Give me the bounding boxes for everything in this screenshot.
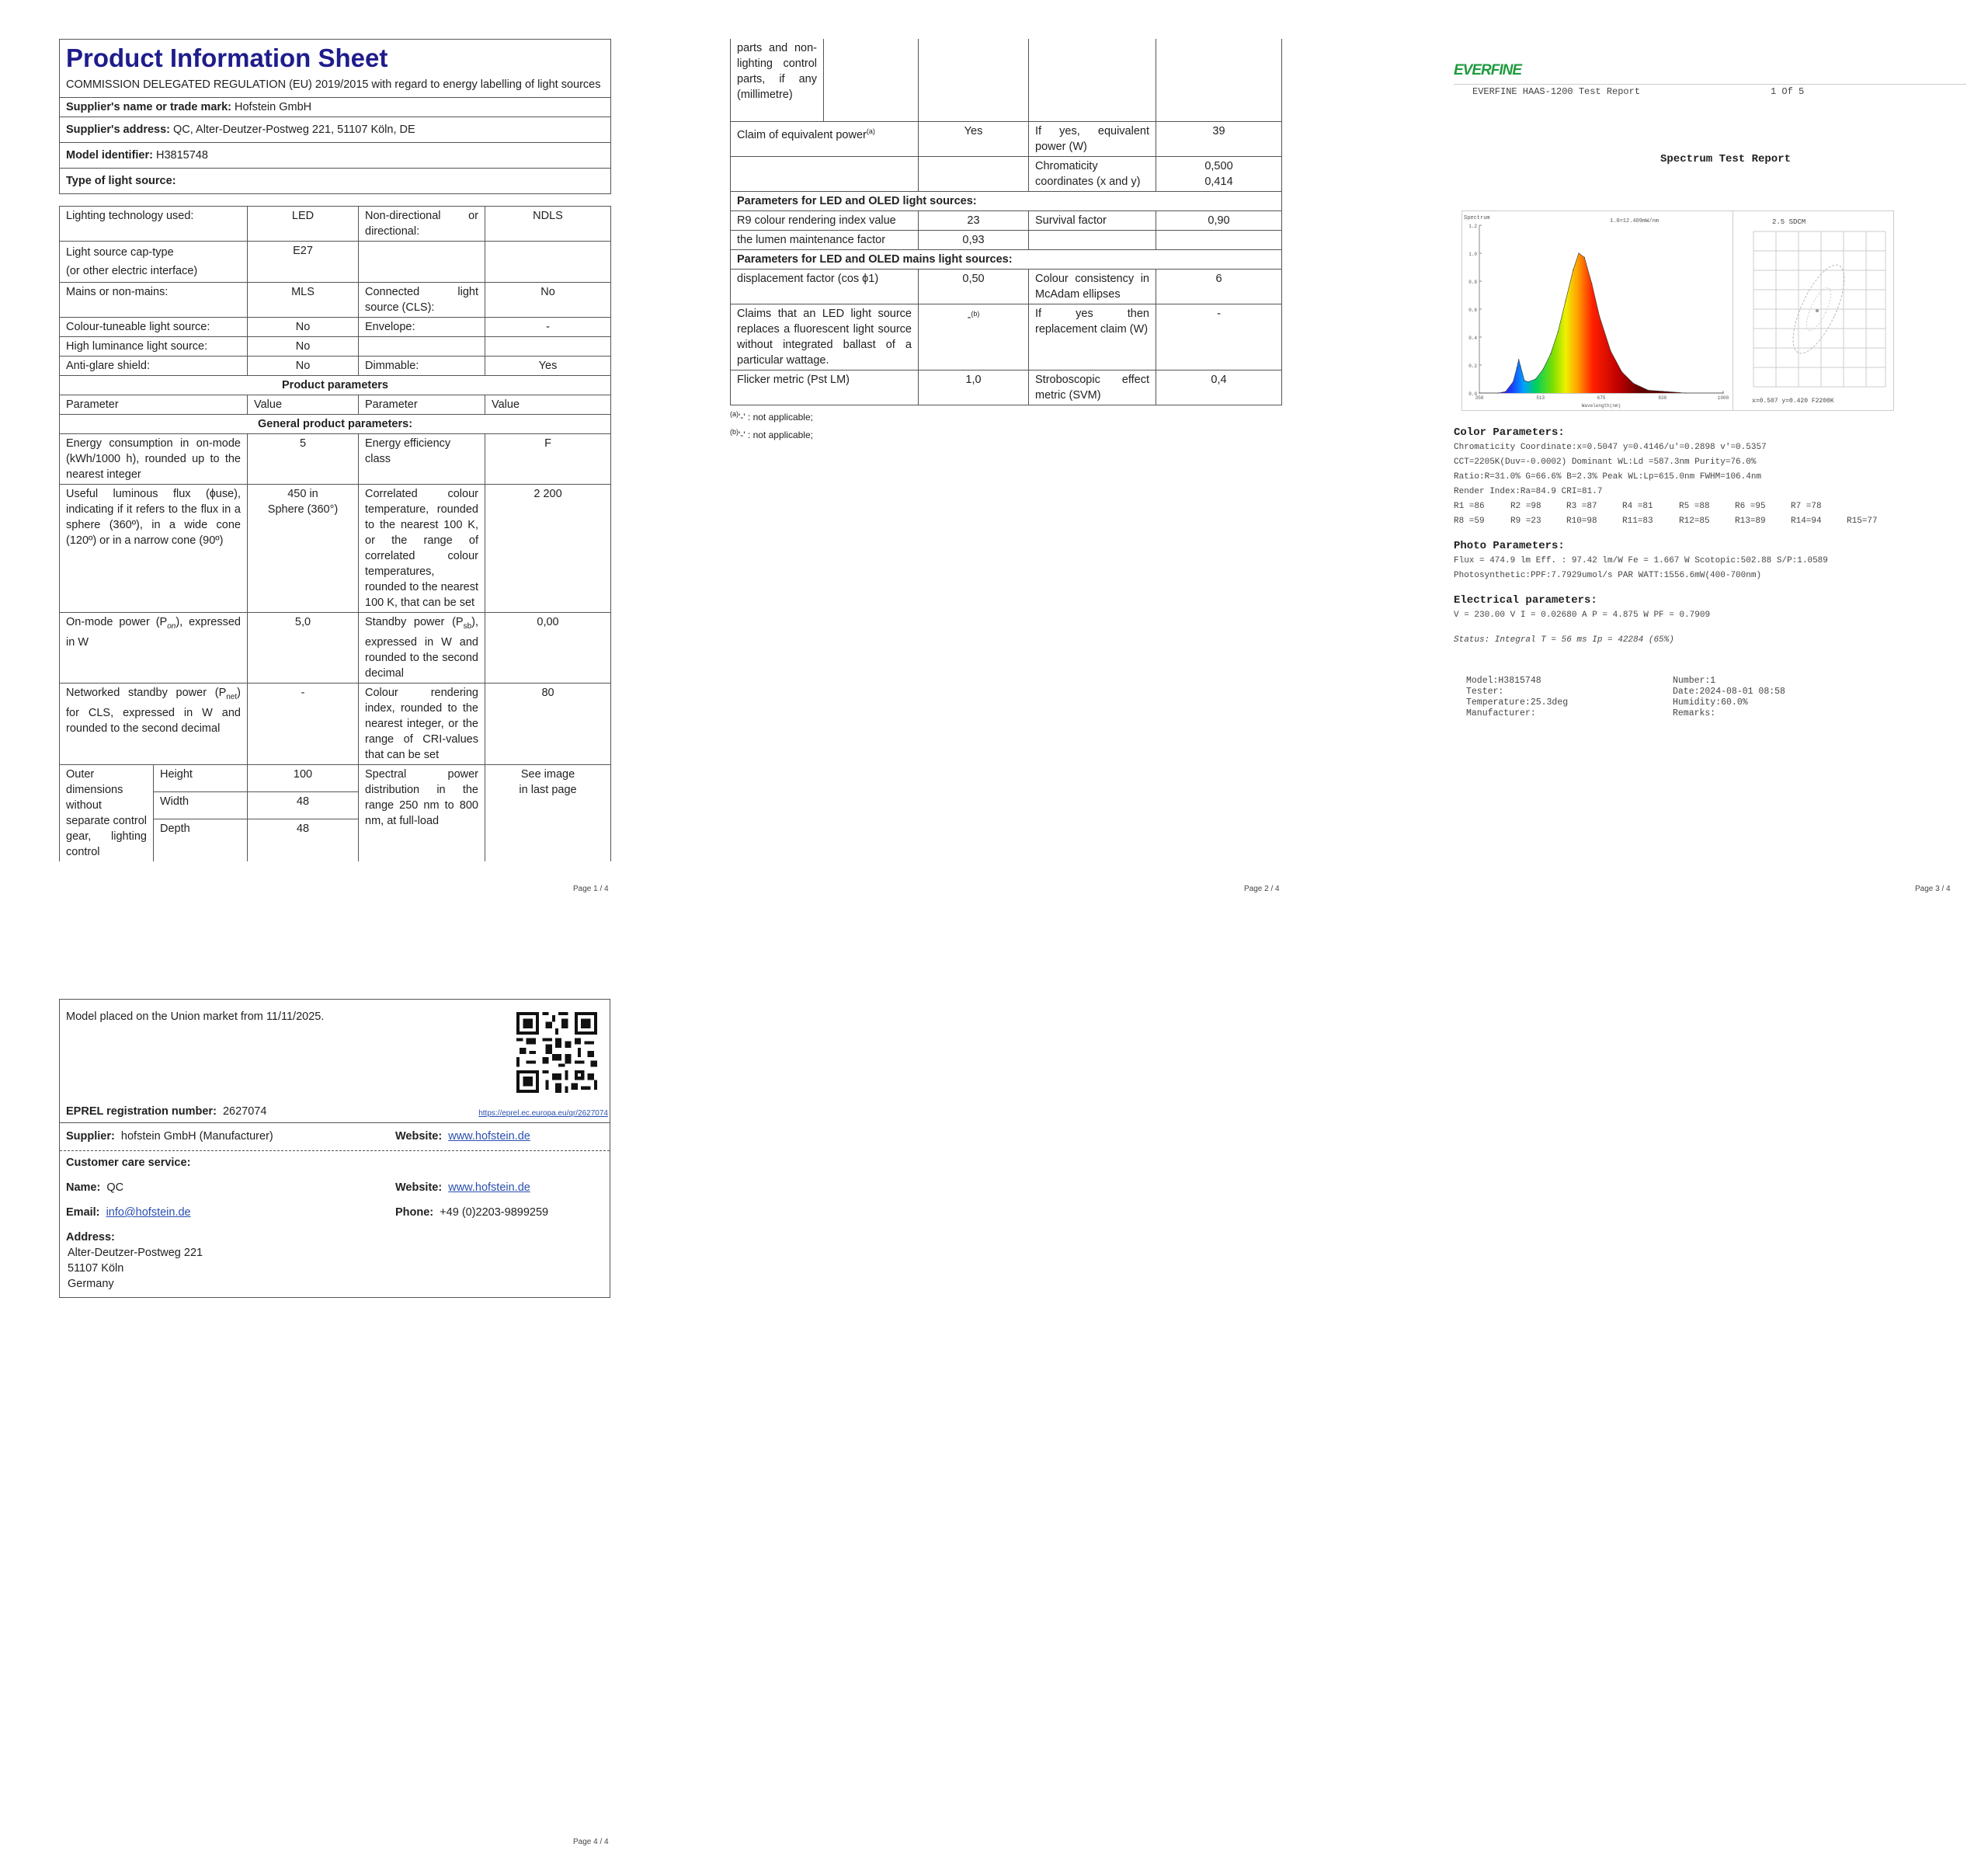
cri-label: Colour rendering index, rounded to the nearest integer, or the range of CRI-values that can be set [359,683,485,764]
flux-label: Useful luminous flux (ɸuse), indicating if it refers to the flux in a sphere (360º), in a wide cone (120º) or in a narrow cone (90º) [60,485,248,613]
x-tick-label: 1000 [1717,395,1729,401]
displacement-value: 0,50 [919,270,1029,304]
r9-value: 23 [919,211,1029,231]
market-date: Model placed on the Union market from 11/11/2025. [66,1011,325,1023]
report-page-count: 1 Of 5 [1771,86,1805,97]
product-info-table [59,39,611,861]
name-value: QC [106,1181,124,1194]
onmode-sub: on [167,621,176,631]
height-value: 100 [248,764,359,791]
chromaticity-x: 0,500 [1204,160,1233,172]
col-parameter: Parameter [60,395,248,415]
energy-label: Energy consumption in on-mode (kWh/1000 h), rounded up to the nearest integer [60,434,248,485]
standby-sub: sb [463,621,472,631]
high-luminance-value: No [248,337,359,357]
footnotes [730,407,1281,443]
info-temperature: Temperature:25.3deg [1466,697,1569,708]
efficiency-label: Energy efficiency class [359,434,485,485]
directional-value: NDLS [485,207,611,242]
customer-care-label: Customer care service: [66,1157,191,1169]
outer-dim-label: Outer dimensions without separate control gear, lighting control [60,764,154,861]
x-tick-label: 350 [1475,395,1484,401]
model-value: H3815748 [156,149,208,162]
onmode-label-b: ), expressed in W [66,616,241,649]
r9-label: R9 colour rendering index value [731,211,919,231]
cie-diagram [1733,210,1894,411]
lighting-tech-label: Lighting technology used: [60,207,248,242]
type-label: Type of light source: [60,169,611,194]
stroboscopic-value: 0,4 [1156,370,1282,405]
consistency-value: 6 [1156,270,1282,304]
info-date: Date:2024-08-01 08:58 [1673,687,1785,697]
y-tick-label: 0.2 [1468,364,1477,369]
note-a-sup: (a) [730,410,739,418]
website-link[interactable]: www.hofstein.de [448,1130,530,1143]
anti-glare-value: No [248,357,359,376]
note-b: '-' : not applicable; [739,430,813,440]
led-params-table [730,39,1282,405]
anti-glare-label: Anti-glare shield: [60,357,248,376]
y-tick-label: 1.2 [1468,224,1477,229]
info-humidity: Humidity:60.0% [1673,697,1748,708]
product-params-heading: Product parameters [60,376,611,395]
width-value: 48 [248,791,359,819]
r-value: R1 =86 [1454,502,1485,511]
displacement-label: displacement factor (cos ϕ1) [731,270,919,304]
sheet-title: Product Information Sheet [66,43,388,72]
y-tick-label: 0.0 [1468,391,1477,397]
spectrum-point [1518,359,1519,360]
mains-label: Mains or non-mains: [60,283,248,318]
y-tick-label: 1.0 [1468,252,1477,257]
r-value: R14=94 [1791,517,1822,526]
cri-value: 80 [485,683,611,764]
spectral-label: Spectral power distribution in the range 250 nm to 800 nm, at full-load [359,764,485,861]
report-header: EVERFINE HAAS-1200 Test Report [1472,86,1641,97]
supplier-label: Supplier's name or trade mark: [66,101,231,113]
consistency-label: Colour consistency in McAdam ellipses [1029,270,1156,304]
spectrum-point [1633,383,1634,384]
r-value: R6 =95 [1735,502,1766,511]
y-tick-label: 0.8 [1468,280,1477,285]
r-value: R2 =98 [1510,502,1541,511]
r-value: R9 =23 [1510,517,1541,526]
cap-label: Light source cap-type [66,246,174,259]
spectrum-point [1543,369,1544,370]
r-values-row-1 [1454,499,1966,514]
spectrum-point [1578,252,1579,253]
color-line-4: Render Index:Ra=84.9 CRI=81.7 [1454,487,1603,496]
col-value-2: Value [485,395,611,415]
colour-tuneable-value: No [248,318,359,337]
eprel-value: 2627074 [222,1105,267,1118]
address-label: Supplier's address: [66,123,170,136]
eprel-label: EPREL registration number: [66,1105,217,1118]
cie-point [1816,309,1819,312]
eprel-link[interactable]: https://eprel.ec.europa.eu/qr/2627074 [478,1109,608,1118]
address-line-2: 51107 Köln [68,1262,124,1275]
photo-line-2: Photosynthetic:PPF:7.7929umol/s PAR WATT:1556.6mW(400-700nm) [1454,571,1762,580]
info-model: Model:H3815748 [1466,676,1541,686]
x-axis-label: Wavelength(nm) [1581,403,1621,409]
r-value: R13=89 [1735,517,1766,526]
fluorescent-claim-label: Claims that an LED light source replaces a fluorescent light source without integrated ballast of a particular wattage. [731,304,919,370]
r-value: R15=77 [1847,517,1878,526]
address-value: QC, Alter-Deutzer-Postweg 221, 51107 Köln, DE [173,123,415,136]
address-label-4: Address: [66,1231,115,1244]
r-values-row-2 [1454,514,1966,529]
energy-value: 5 [248,434,359,485]
replacement-label: If yes then replacement claim (W) [1029,304,1156,370]
page-3 [1454,62,1966,719]
led-params-heading: Parameters for LED and OLED light sources: [731,192,1282,211]
email-label: Email: [66,1206,100,1219]
cct-label: Correlated colour temperature, rounded to the nearest 100 K, or the range of correlated colour temperatures, rounded to the nearest 100 K, that can be set [359,485,485,613]
info-tester: Tester: [1466,687,1504,697]
info-number: Number:1 [1673,676,1716,686]
general-params-heading: General product parameters: [60,415,611,434]
claim-sup: (a) [866,127,875,135]
x-tick-label: 838 [1658,395,1667,401]
stroboscopic-label: Stroboscopic effect metric (SVM) [1029,370,1156,405]
equiv-power-label: If yes, equivalent power (W) [1029,122,1156,157]
y-axis-label: Spectrum [1464,215,1490,221]
photo-line-1: Flux = 474.9 lm Eff. : 97.42 lm/W Fe = 1.667 W Scotopic:502.88 S/P:1.0589 [1454,556,1828,565]
spectrum-point [1685,392,1686,393]
page-number-3: Page 3 / 4 [1915,885,1951,893]
elec-line: V = 230.00 V I = 0.02680 A P = 4.875 W PF = 0.7909 [1454,611,1711,620]
height-label: Height [154,764,248,791]
phone-value: +49 (0)2203-9899259 [440,1206,549,1219]
chromaticity-label: Chromaticity coordinates (x and y) [1029,157,1156,192]
info-remarks: Remarks: [1673,708,1716,718]
onmode-value: 5,0 [248,613,359,684]
spectrum-point [1558,331,1559,332]
name-label: Name: [66,1181,101,1194]
page-number-4: Page 4 / 4 [573,1838,609,1846]
chromaticity-y: 0,414 [1204,176,1233,188]
cap-value: E27 [248,242,359,283]
r-value: R4 =81 [1622,502,1653,511]
claim-label: Claim of equivalent power [737,128,867,141]
continued-dim-label: parts and non-lighting control parts, if any (millimetre) [731,39,824,122]
col-value: Value [248,395,359,415]
survival-value: 0,90 [1156,211,1282,231]
networked-label-a: Networked standby power (P [66,686,227,699]
dimmable-label: Dimmable: [359,357,485,376]
r-value: R12=85 [1679,517,1710,526]
r-value: R8 =59 [1454,517,1485,526]
directional-label: Non-directional or directional: [359,207,485,242]
replacement-value: - [1156,304,1282,370]
cie-caption: x=0.507 y=0.420 F2200K [1752,398,1834,405]
report-title: Spectrum Test Report [1660,153,1792,165]
page-number-1: Page 1 / 4 [573,885,609,893]
color-line-2: CCT=2205K(Duv=-0.0002) Dominant WL:Ld =587.3nm Purity=76.0% [1454,457,1757,467]
cls-label: Connected light source (CLS): [359,283,485,318]
efficiency-value: F [485,434,611,485]
lumen-maint-label: the lumen maintenance factor [731,231,919,250]
spectrum-point [1722,392,1723,393]
color-params-title: Color Parameters: [1454,426,1565,439]
spectrum-point [1527,381,1528,382]
spectrum-point [1584,257,1585,258]
supplier-value: Hofstein GmbH [235,101,312,113]
spectrum-point [1535,378,1536,379]
spectrum-point [1621,371,1622,372]
r-value: R10=98 [1566,517,1597,526]
mains-value: MLS [248,283,359,318]
y-tick-label: 0.6 [1468,308,1477,313]
page-number-2: Page 2 / 4 [1244,885,1280,893]
width-label: Width [154,791,248,819]
sheet-subtitle: COMMISSION DELEGATED REGULATION (EU) 2019/2015 with regard to energy labelling of light sources [66,78,601,91]
cct-value: 2 200 [485,485,611,613]
spectrum-point [1648,390,1649,391]
r-value: R11=83 [1622,517,1653,526]
x-tick-label: 513 [1536,395,1545,401]
phone-label: Phone: [395,1206,434,1219]
networked-label-b: ) for CLS, expressed in W and rounded to the second decimal [66,686,241,735]
peak-label: 1.0=12.409mW/nm [1610,218,1660,224]
supplier-label-4: Supplier: [66,1130,115,1143]
supplier-value-4: hofstein GmbH (Manufacturer) [120,1130,273,1143]
spectrum-point [1513,381,1514,382]
cie-grid [1753,231,1885,387]
page-2 [730,39,1281,443]
spectrum-point [1505,391,1506,392]
flicker-value: 1,0 [919,370,1029,405]
colour-tuneable-label: Colour-tuneable light source: [60,318,248,337]
elec-params-title: Electrical parameters: [1454,594,1597,607]
r-value: R3 =87 [1566,502,1597,511]
address-line-3: Germany [68,1278,114,1290]
networked-sub: net [226,692,238,701]
color-line-3: Ratio:R=31.0% G=66.6% B=2.3% Peak WL:Lp=615.0nm FWHM=106.4nm [1454,472,1762,482]
r-value: R7 =78 [1791,502,1822,511]
lighting-tech-value: LED [248,207,359,242]
survival-label: Survival factor [1029,211,1156,231]
cap-label-b: (or other electric interface) [66,265,198,277]
cls-value: No [485,283,611,318]
spectral-value-a: See image [520,767,575,781]
page-1 [59,39,610,861]
note-a: '-' : not applicable; [739,412,813,423]
onmode-label-a: On-mode power (P [66,616,168,628]
col-parameter-2: Parameter [359,395,485,415]
spectrum-point [1599,315,1600,316]
lumen-maint-value: 0,93 [919,231,1029,250]
envelope-value: - [485,318,611,337]
standby-label-b: ), expressed in W and rounded to the second decimal [365,616,478,680]
spectrum-point [1550,353,1551,354]
cie-label: 2.5 SDCM [1772,218,1806,226]
flux-value-1: 450 in [287,488,318,500]
website2-link[interactable]: www.hofstein.de [448,1181,530,1194]
website2-label: Website: [395,1181,443,1194]
status-line: Status: Integral T = 56 ms Ip = 42284 (65%) [1454,635,1674,645]
address-line-1: Alter-Deutzer-Postweg 221 [68,1247,203,1259]
r-value: R5 =88 [1679,502,1710,511]
spectral-value-b: in last page [519,783,577,796]
equiv-power-value: 39 [1156,122,1282,157]
everfine-logo: EVERFINE [1454,62,1522,78]
info-manufacturer: Manufacturer: [1466,708,1536,718]
website-label: Website: [395,1130,443,1143]
spectrum-chart [1461,210,1733,411]
networked-value: - [248,683,359,764]
color-line-1: Chromaticity Coordinate:x=0.5047 y=0.4146/u'=0.2898 v'=0.5357 [1454,443,1767,452]
y-tick-label: 0.4 [1468,336,1477,341]
claim-value: Yes [919,122,1029,157]
mains-params-heading: Parameters for LED and OLED mains light sources: [731,250,1282,270]
depth-value: 48 [248,819,359,861]
spectrum-point [1498,392,1499,393]
email-link[interactable]: info@hofstein.de [106,1206,191,1219]
qr-code-icon [516,1012,597,1093]
flicker-label: Flicker metric (Pst LM) [731,370,919,405]
page-4 [59,999,610,1298]
envelope-label: Envelope: [359,318,485,337]
photo-params-title: Photo Parameters: [1454,540,1565,552]
flux-value-2: Sphere (360°) [267,503,339,516]
fluorescent-claim-value: - [967,311,971,324]
standby-label-a: Standby power (P [365,616,464,628]
standby-value: 0,00 [485,613,611,684]
dimmable-value: Yes [485,357,611,376]
x-tick-label: 675 [1597,395,1606,401]
high-luminance-label: High luminance light source: [60,337,248,357]
note-b-sup: (b) [730,428,739,436]
fluorescent-claim-sup: (b) [971,310,980,318]
depth-label: Depth [154,819,248,861]
model-label: Model identifier: [66,149,153,162]
